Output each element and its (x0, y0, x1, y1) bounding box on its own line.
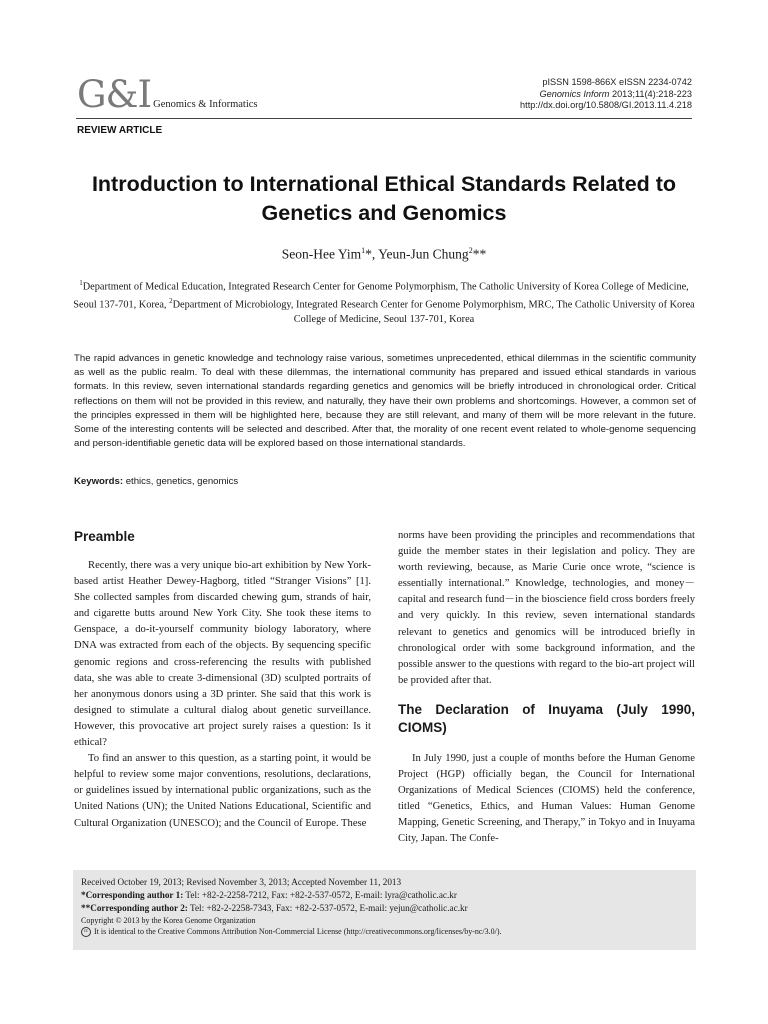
received-dates: Received October 19, 2013; Revised November 3, 2013; Accepted November 11, 2013 (81, 877, 402, 887)
logo-subtitle: Genomics & Informatics (153, 99, 258, 110)
keywords-label: Keywords: (74, 476, 124, 487)
affil-2: Department of Microbiology, Integrated Research Center for Genome Polymorphism, MRC, The Catholic University of Korea College of Medicine, Seoul 137-701, Korea (172, 299, 695, 325)
left-column (74, 528, 371, 832)
author-1: Seon-Hee Yim (281, 246, 362, 262)
license-line (81, 926, 688, 937)
journal-logo (77, 73, 258, 116)
paragraph: Recently, there was a very unique bio-art exhibition by New York-based artist Heather Dewey-Hagborg, titled “Stranger Visions” [1]. She collected samples from discarded chewing gum, strands of hair, and cigarette butts around New York City. She took these items to Genspace, a do-it-yourself community biology laboratory, where DNA was extracted from each of the objects. By sequencing specific genomic regions and cross-referencing the results with published data, she was able to create 3-dimensional (3D) sculpted portraits of her anonymous donors using a 3D printer. She said that this work is designed to stimulate a cultural dialog about genetic surveillance. However, this provocative art project surely raises a question: Is it ethical? (74, 560, 371, 749)
affil-1-sup: 1 (79, 279, 83, 287)
section-heading-preamble: Preamble (74, 529, 135, 544)
affiliations (70, 276, 698, 327)
author-1-mark: *, (365, 246, 379, 262)
corresponding-author-2 (81, 902, 688, 915)
article-type: REVIEW ARTICLE (77, 125, 163, 136)
header-rule (76, 118, 692, 119)
citation-rest: 2013;11(4):218-223 (609, 88, 692, 99)
affil-1: Department of Medical Education, Integrated Research Center for Genome Polymorphism, The Catholic University of Korea College of Medicine, Seoul 137-701, Korea, (73, 281, 689, 311)
issn-line: pISSN 1598-866X eISSN 2234-0742 (542, 77, 692, 87)
abstract: The rapid advances in genetic knowledge and technology raise various, sometimes unprecedented, ethical dilemmas in the scientific community as well as the public realm. To deal with these dilemmas, the international community has prepared and issued ethical standards in various formats. In this review, seven international standards regarding genetics and genomics will be briefly introduced in chronological order. Critical reflections on them will not be provided in this review, and naturally, they have their own problems and shortcomings. However, a common set of the principles expressed in them will be highlighted here, because they are still relevant, and many of them will be more relevant in the future. Some of the interesting contents will be selected and described. After that, the morality of one recent event related to whole-genome sequencing and person-identifiable genetic data will be explored based on those international standards. (74, 353, 696, 450)
license-text: It is identical to the Creative Commons Attribution Non-Commercial License (http://creativecommons.org/licenses/by-nc/3.0/). (94, 927, 502, 936)
paragraph: To find an answer to this question, as a starting point, it would be helpful to review some major conventions, resolutions, declarations, or guidelines issued by international public organizations, such as the United Nations (UN); the United Nations Educational, Scientific and Cultural Organization (UNESCO); and the Council of Europe. These (74, 753, 371, 829)
copyright-line: Copyright © 2013 by the Korea Genome Organization (81, 916, 256, 925)
author-2-mark: ** (472, 246, 487, 262)
author-line (0, 246, 768, 263)
corr2-details: Tel: +82-2-2258-7343, Fax: +82-2-537-0572, E-mail: yejun@catholic.ac.kr (187, 903, 468, 913)
right-column (398, 528, 695, 848)
corresponding-author-1 (81, 889, 688, 902)
author-2: Yeun-Jun Chung (378, 246, 469, 262)
author-1-sup: 1 (361, 246, 366, 255)
section-heading-inuyama: The Declaration of Inuyama (July 1990, CIOMS) (398, 701, 695, 735)
paragraph: norms have been providing the principles and recommendations that guide the member states in their legislation and policy. They are worth reviewing, because, as Marie Curie once wrote, “science is essentially international.” Knowledge, technologies, and money－capital and research fund－in the bioscience field cross borders freely and very quickly. In this review, seven international standards relevant to genetics and genomics will be introduced briefly in chronological order with some background information, and the possible answer to the questions with regard to the bio-art project will be provided after that. (398, 530, 695, 686)
corr1-details: Tel: +82-2-2258-7212, Fax: +82-2-537-0572, E-mail: lyra@catholic.ac.kr (183, 890, 457, 900)
author-2-sup: 2 (468, 246, 473, 255)
footnote-box (73, 870, 696, 950)
creative-commons-icon: cc (81, 927, 91, 937)
keywords (74, 476, 238, 487)
keywords-value: ethics, genetics, genomics (123, 476, 239, 487)
citation-line (520, 89, 692, 101)
affil-2-sup: 2 (169, 297, 173, 306)
article-title: Introduction to International Ethical Standards Related to Genetics and Genomics (91, 172, 677, 225)
corr1-label: *Corresponding author 1: (81, 890, 184, 900)
issn-block (520, 77, 692, 112)
doi-link[interactable]: http://dx.doi.org/10.5808/GI.2013.11.4.218 (520, 100, 692, 110)
paragraph: In July 1990, just a couple of months before the Human Genome Project (HGP) officially began, the Council for International Organizations of Medical Sciences (CIOMS) held the conference, titled “Genetics, Ethics, and Human Values: Human Genome Mapping, Genetic Screening, and Therapy,” in Tokyo and in Inuyama City, Japan. The Confe- (398, 752, 695, 845)
logo-mark: G&I (77, 73, 152, 116)
corr2-label: **Corresponding author 2: (81, 903, 188, 913)
citation-journal: Genomics Inform (539, 88, 610, 99)
